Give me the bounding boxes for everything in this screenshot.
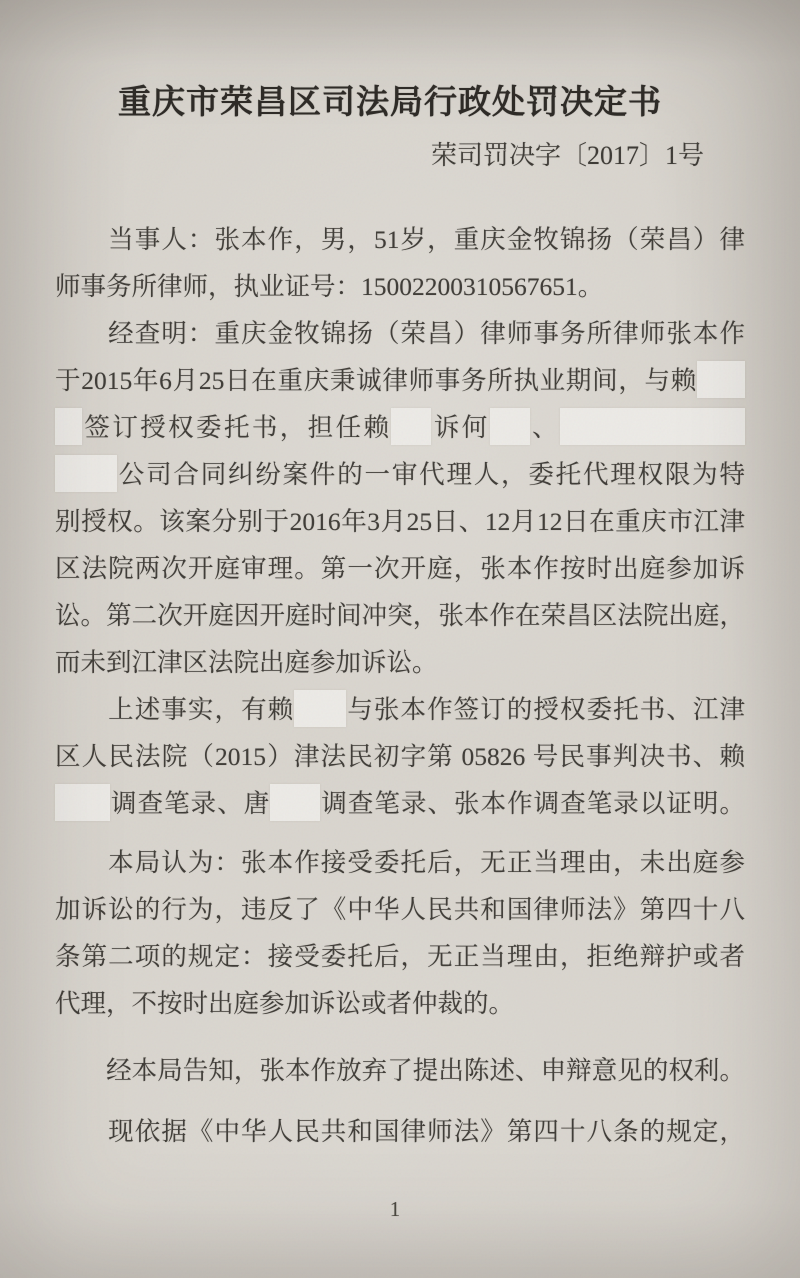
document-line xyxy=(55,933,745,980)
text-run: 调查笔录、唐 xyxy=(110,789,271,818)
document-line xyxy=(55,545,745,592)
text-run: 讼。第二次开庭因开庭时间冲突，张本作在荣昌区法院出庭， xyxy=(55,601,745,630)
document-number: 荣司罚决字〔2017〕1号 xyxy=(430,141,704,170)
document-line xyxy=(55,1047,745,1094)
text-run: 师事务所律师，执业证号：15002200310567651。 xyxy=(55,272,604,301)
text-run: 区法院两次开庭审理。第一次开庭，张本作按时出庭参加诉 xyxy=(55,554,745,583)
document-line xyxy=(55,1108,745,1155)
text-run: 而未到江津区法院出庭参加诉讼。 xyxy=(55,648,438,677)
redaction-box xyxy=(55,408,82,445)
text-run: 代理，不按时出庭参加诉讼或者仲裁的。 xyxy=(55,989,515,1018)
text-run: 上述事实，有赖 xyxy=(55,695,295,724)
document-line xyxy=(55,686,745,733)
text-run: 与张本作签订的授权委托书、江津 xyxy=(346,695,745,724)
redaction-box xyxy=(55,784,110,821)
document-line xyxy=(55,733,745,780)
document-body xyxy=(0,216,800,1155)
document-line xyxy=(55,980,745,1027)
redaction-box xyxy=(697,361,745,398)
text-run: 条第二项的规定：接受委托后，无正当理由，拒绝辩护或者 xyxy=(55,942,745,971)
redaction-box xyxy=(490,408,530,445)
document-line xyxy=(55,310,745,357)
redaction-box xyxy=(55,455,117,492)
text-run: 于2015年6月25日在重庆秉诚律师事务所执业期间，与赖 xyxy=(55,366,697,395)
text-run: 诉何 xyxy=(431,413,490,442)
text-run: 签订授权委托书，担任赖 xyxy=(82,413,392,442)
document-line xyxy=(55,498,745,545)
text-run: 加诉讼的行为，违反了《中华人民共和国律师法》第四十八 xyxy=(55,895,745,924)
document-line xyxy=(55,404,745,451)
text-run: 本局认为：张本作接受委托后，无正当理由，未出庭参 xyxy=(55,848,745,877)
page-number: 1 xyxy=(389,1197,401,1221)
document-line xyxy=(55,780,745,827)
text-run: 、 xyxy=(529,413,560,442)
text-run: 调查笔录、张本作调查笔录以证明。 xyxy=(320,789,745,818)
document-line xyxy=(55,357,745,404)
document-line xyxy=(55,886,745,933)
document-title: 重庆市荣昌区司法局行政处罚决定书 xyxy=(118,85,662,121)
text-run: 区人民法院（2015）津法民初字第 05826 号民事判决书、赖 xyxy=(55,742,745,771)
document-line xyxy=(55,839,745,886)
document-line xyxy=(55,592,745,639)
document-line xyxy=(55,263,745,310)
redaction-box xyxy=(560,408,745,445)
text-run: 经本局告知，张本作放弃了提出陈述、申辩意见的权利。 xyxy=(55,1056,745,1085)
document-line xyxy=(55,216,745,263)
text-run: 经查明：重庆金牧锦扬（荣昌）律师事务所律师张本作 xyxy=(55,319,745,348)
document-line xyxy=(55,451,745,498)
redaction-box xyxy=(270,784,320,821)
document-line xyxy=(55,639,745,686)
redaction-box xyxy=(294,690,346,727)
text-run: 公司合同纠纷案件的一审代理人，委托代理权限为特 xyxy=(117,460,745,489)
text-run: 当事人：张本作，男，51岁，重庆金牧锦扬（荣昌）律 xyxy=(55,225,745,254)
text-run: 现依据《中华人民共和国律师法》第四十八条的规定， xyxy=(55,1117,745,1146)
redaction-box xyxy=(391,408,431,445)
text-run: 别授权。该案分别于2016年3月25日、12月12日在重庆市江津 xyxy=(55,507,745,536)
